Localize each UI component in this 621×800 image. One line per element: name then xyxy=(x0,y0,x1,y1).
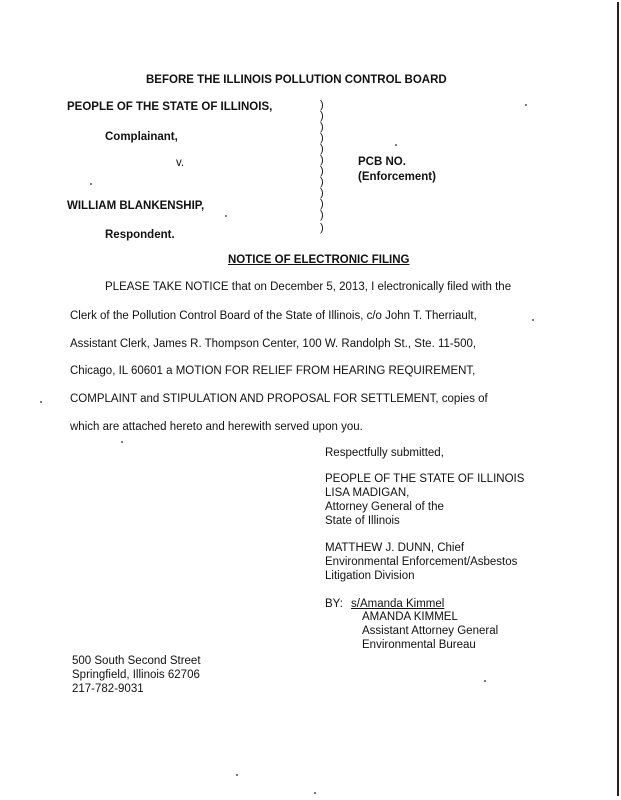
address-phone: 217-782-9031 xyxy=(72,683,144,695)
attorney-general-title: Attorney General of the xyxy=(325,501,444,513)
case-type: (Enforcement) xyxy=(358,171,436,183)
caption-paren: ) xyxy=(320,110,324,122)
notice-line: which are attached hereto and herewith served upon you. xyxy=(70,421,363,433)
signer-bureau: Environmental Bureau xyxy=(362,639,476,651)
signer-title: Assistant Attorney General xyxy=(362,625,499,637)
division-chief-name: MATTHEW J. DUNN, Chief xyxy=(325,542,465,554)
scan-speck xyxy=(90,183,92,185)
caption-paren: ) xyxy=(320,209,324,221)
versus-label: v. xyxy=(176,157,185,169)
attorney-general-name: LISA MADIGAN, xyxy=(325,487,410,499)
notice-line: Assistant Clerk, James R. Thompson Center, 100 W. Randolph St., Ste. 11-500, xyxy=(70,338,477,350)
plaintiff-name: PEOPLE OF THE STATE OF ILLINOIS, xyxy=(67,101,273,113)
notice-line: COMPLAINT and STIPULATION AND PROPOSAL FOR SETTLEMENT, copies of xyxy=(70,393,488,405)
notice-title: NOTICE OF ELECTRONIC FILING xyxy=(228,254,410,266)
defendant-name: WILLIAM BLANKENSHIP, xyxy=(67,200,205,212)
division-chief-title: Environmental Enforcement/Asbestos xyxy=(325,556,518,568)
scan-speck xyxy=(314,792,316,794)
division-chief-division: Litigation Division xyxy=(325,570,415,582)
notice-line: Chicago, IL 60601 a MOTION FOR RELIEF FROM HEARING REQUIREMENT, xyxy=(70,365,476,377)
scan-speck xyxy=(395,144,397,146)
notice-line: PLEASE TAKE NOTICE that on December 5, 2013, I electronically filed with the xyxy=(105,281,512,293)
closing: Respectfully submitted, xyxy=(325,447,444,459)
caption-paren: ) xyxy=(320,99,324,111)
caption-paren: ) xyxy=(320,198,324,210)
scan-speck xyxy=(225,215,227,217)
plaintiff-role: Complainant, xyxy=(105,131,178,143)
caption-paren: ) xyxy=(320,222,324,234)
scan-speck xyxy=(236,774,238,776)
scan-speck xyxy=(40,401,42,403)
court-title: BEFORE THE ILLINOIS POLLUTION CONTROL BOARD xyxy=(146,74,447,86)
scan-speck xyxy=(532,319,534,321)
attorney-general-state: State of Illinois xyxy=(325,515,400,527)
by-label: BY: xyxy=(325,598,343,610)
electronic-signature: s/Amanda Kimmel xyxy=(351,598,445,610)
address-street: 500 South Second Street xyxy=(72,655,201,667)
caption-paren: ) xyxy=(320,132,324,144)
caption-paren: ) xyxy=(320,165,324,177)
caption-paren: ) xyxy=(320,154,324,166)
case-number-label: PCB NO. xyxy=(358,156,406,168)
scan-speck xyxy=(525,104,527,106)
defendant-role: Respondent. xyxy=(105,229,175,241)
caption-paren: ) xyxy=(320,176,324,188)
signer-name: AMANDA KIMMEL xyxy=(362,611,458,623)
caption-paren: ) xyxy=(320,187,324,199)
caption-paren: ) xyxy=(320,121,324,133)
address-city: Springfield, Illinois 62706 xyxy=(72,669,200,681)
scan-speck xyxy=(121,441,123,443)
caption-paren: ) xyxy=(320,143,324,155)
notice-line: Clerk of the Pollution Control Board of the State of Illinois, c/o John T. Therriault, xyxy=(70,310,477,322)
signing-party: PEOPLE OF THE STATE OF ILLINOIS xyxy=(325,473,525,485)
scan-speck xyxy=(484,680,486,682)
